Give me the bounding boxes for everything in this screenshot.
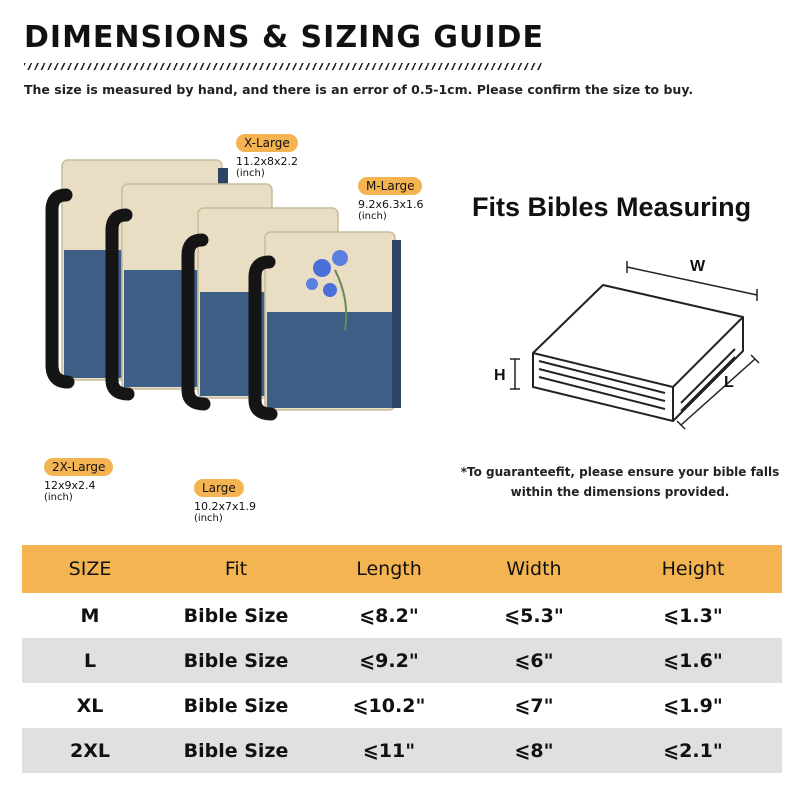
- size-tag: 2X-Large: [44, 458, 113, 476]
- cell-height: ⩽2.1": [604, 728, 782, 773]
- col-header-width: Width: [464, 545, 604, 593]
- size-label-mlarge: [358, 175, 424, 222]
- cell-length: ⩽8.2": [359, 604, 419, 627]
- fits-bibles-heading: Fits Bibles Measuring: [472, 192, 752, 222]
- cell-height: ⩽1.3": [663, 604, 723, 627]
- fit-note-line1: *To guaranteefit, please ensure your bible falls: [460, 465, 780, 479]
- length-label: L: [724, 374, 734, 391]
- cell-width: ⩽7": [514, 694, 554, 717]
- fit-note: [460, 462, 780, 502]
- size-dims: 11.2x8x2.2: [236, 155, 299, 168]
- cell-length: ⩽10.2": [352, 694, 426, 717]
- col-header-fit: Fit: [158, 545, 314, 593]
- cell-width: ⩽6": [464, 638, 604, 683]
- size-dims: 9.2x6.3x1.6: [358, 198, 424, 211]
- size-dims: 10.2x7x1.9: [194, 500, 257, 513]
- table-row: [22, 593, 782, 638]
- height-label: H: [494, 367, 506, 384]
- size-dims: 12x9x2.4: [44, 479, 96, 492]
- cell-fit: Bible Size: [183, 604, 289, 627]
- size-unit: (inch): [44, 492, 73, 503]
- cell-fit: Bible Size: [183, 694, 289, 717]
- cell-height: ⩽1.6": [604, 638, 782, 683]
- size-unit: (inch): [236, 168, 265, 179]
- fit-note-line2: within the dimensions provided.: [510, 485, 730, 499]
- size-tag: Large: [194, 479, 244, 497]
- table-row: [22, 683, 782, 728]
- size-unit: (inch): [194, 513, 223, 524]
- col-header-length: Length: [314, 545, 464, 593]
- page-title: DIMENSIONS & SIZING GUIDE: [24, 20, 544, 55]
- cell-size: M: [80, 604, 100, 627]
- cell-fit: Bible Size: [158, 638, 314, 683]
- cell-width: ⩽5.3": [504, 604, 564, 627]
- table-row: [22, 638, 782, 683]
- size-label-2xlarge: [44, 456, 113, 503]
- bible-cover-m: [255, 232, 401, 414]
- size-tag: X-Large: [236, 134, 298, 152]
- table-row: [22, 728, 782, 773]
- book-dimensions-diagram: [505, 255, 765, 430]
- cell-size: XL: [76, 694, 104, 717]
- cell-width: ⩽8": [464, 728, 604, 773]
- hatched-divider: [24, 63, 544, 70]
- size-tag: M-Large: [358, 177, 422, 195]
- size-table: [22, 545, 782, 773]
- table-header-row: [22, 545, 782, 593]
- col-header-height: Height: [604, 545, 782, 593]
- cell-length: ⩽9.2": [314, 638, 464, 683]
- size-label-large: [194, 477, 256, 524]
- col-header-size: SIZE: [22, 545, 158, 593]
- cell-fit: Bible Size: [158, 728, 314, 773]
- cell-size: L: [22, 638, 158, 683]
- size-label-xlarge: [236, 132, 298, 179]
- measurement-disclaimer: The size is measured by hand, and there is an error of 0.5-1cm. Please confirm the size to buy.: [24, 82, 694, 97]
- cell-height: ⩽1.9": [663, 694, 723, 717]
- width-label: W: [690, 258, 706, 275]
- cell-length: ⩽11": [314, 728, 464, 773]
- size-unit: (inch): [358, 211, 387, 222]
- cell-size: 2XL: [22, 728, 158, 773]
